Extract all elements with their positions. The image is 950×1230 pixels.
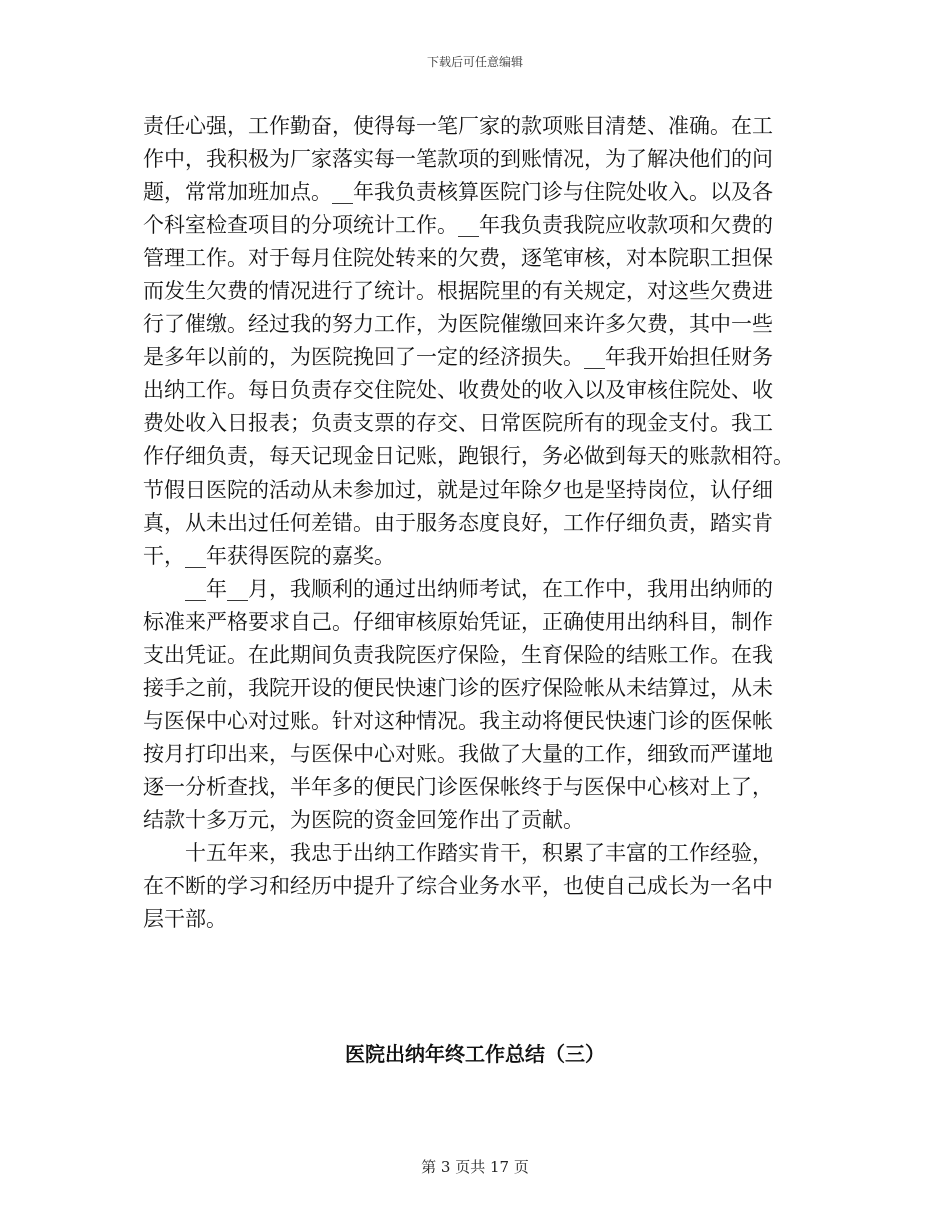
text-line: 支出凭证。在此期间负责我院医疗保险，生育保险的结账工作。在我 bbox=[143, 642, 773, 667]
text-line: 出纳工作。每日负责存交住院处、收费处的收入以及审核住院处、收 bbox=[143, 378, 773, 403]
text-line: 节假日医院的活动从未参加过，就是过年除夕也是坚持岗位，认仔细 bbox=[143, 477, 773, 502]
text-line: 行了催缴。经过我的努力工作，为医院催缴回来许多欠费，其中一些 bbox=[143, 312, 773, 337]
text-line: 管理工作。对于每月住院处转来的欠费，逐笔审核，对本院职工担保 bbox=[143, 246, 773, 271]
text-line: 个科室检查项目的分项统计工作。__年我负责我院应收款项和欠费的 bbox=[143, 213, 773, 238]
text-line: 费处收入日报表；负责支票的存交、日常医院所有的现金支付。我工 bbox=[143, 411, 773, 436]
text-line: 真，从未出过任何差错。由于服务态度良好，工作仔细负责，踏实肯 bbox=[143, 510, 773, 535]
text-line: 结款十多万元，为医院的资金回笼作出了贡献。 bbox=[143, 807, 584, 832]
text-line: 在不断的学习和经历中提升了综合业务水平，也使自己成长为一名中 bbox=[143, 874, 773, 899]
text-line: 标准来严格要求自己。仔细审核原始凭证，正确使用出纳科目，制作 bbox=[143, 609, 773, 634]
text-line: 而发生欠费的情况进行了统计。根据院里的有关规定，对这些欠费进 bbox=[143, 279, 773, 304]
text-line: 责任心强，工作勤奋，使得每一笔厂家的款项账目清楚、准确。在工 bbox=[143, 114, 773, 138]
text-line: 层干部。 bbox=[143, 907, 227, 932]
page-header: 下载后可任意编辑 bbox=[426, 55, 523, 69]
text-line: 接手之前，我院开设的便民快速门诊的医疗保险帐从未结算过，从未 bbox=[143, 675, 773, 700]
text-line: 按月打印出来，与医保中心对账。我做了大量的工作，细致而严谨地 bbox=[143, 741, 773, 766]
paragraph-start-line: __年__月，我顺利的通过出纳师考试，在工作中，我用出纳师的 bbox=[185, 576, 773, 601]
text-line: 题，常常加班加点。__年我负责核算医院门诊与住院处收入。以及各 bbox=[143, 180, 773, 205]
text-line: 作仔细负责，每天记现金日记账，跑银行，务必做到每天的账款相符。 bbox=[143, 444, 794, 469]
text-line: 干，__年获得医院的嘉奖。 bbox=[143, 543, 395, 568]
page-number: 第 3 页共 17 页 bbox=[421, 1158, 529, 1176]
section-title: 医院出纳年终工作总结（三） bbox=[345, 1042, 605, 1066]
text-line: 与医保中心对过账。针对这种情况。我主动将便民快速门诊的医保帐 bbox=[143, 708, 773, 733]
text-line: 逐一分析查找，半年多的便民门诊医保帐终于与医保中心核对上了， bbox=[143, 774, 773, 799]
text-line: 是多年以前的，为医院挽回了一定的经济损失。__年我开始担任财务 bbox=[143, 345, 773, 370]
text-line: 作中，我积极为厂家落实每一笔款项的到账情况，为了解决他们的问 bbox=[143, 147, 773, 172]
body-text bbox=[143, 110, 811, 936]
paragraph-start-line: 十五年来，我忠于出纳工作踏实肯干，积累了丰富的工作经验， bbox=[185, 841, 773, 866]
